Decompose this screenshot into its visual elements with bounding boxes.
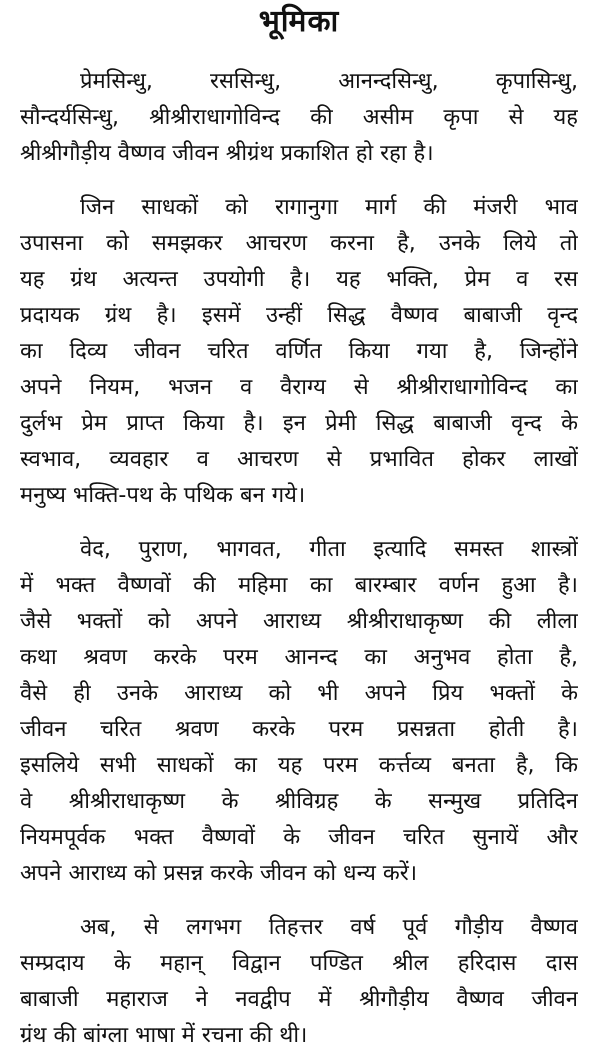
text-line: जिन साधकों को रागानुगा मार्ग की मंजरी भाव	[80, 195, 578, 220]
paragraph	[20, 64, 578, 172]
text-line: अपने नियम, भजन व वैराग्य से श्रीश्रीराधागोविन्द का	[20, 375, 578, 400]
text-line: श्रीश्रीगौड़ीय वैष्णव जीवन श्रीग्रंथ प्रकाशित हो रहा है।	[20, 141, 434, 166]
text-line: इसलिये सभी साधकों का यह परम कर्त्तव्य बनता है, कि	[20, 753, 578, 778]
paragraph	[20, 532, 578, 892]
text-line: जीवन चरित श्रवण करके परम प्रसन्नता होती है।	[20, 717, 578, 742]
text-line: वैसे ही उनके आराध्य को भी अपने प्रिय भक्तों के	[20, 681, 578, 706]
text-line: सौन्दर्यसिन्धु, श्रीश्रीराधागोविन्द की असीम कृपा से यह	[20, 105, 578, 130]
text-line: वेद, पुराण, भागवत, गीता इत्यादि समस्त शास्त्रों	[80, 537, 578, 562]
text-line: नियमपूर्वक भक्त वैष्णवों के जीवन चरित सुनायें और	[20, 825, 578, 850]
paragraph	[20, 910, 578, 1054]
paragraph	[20, 190, 578, 514]
body-text	[20, 64, 578, 1054]
text-line: का दिव्य जीवन चरित वर्णित किया गया है, जिन्होंने	[20, 339, 578, 364]
text-line: बाबाजी महाराज ने नवद्वीप में श्रीगौड़ीय वैष्णव जीवन	[20, 987, 578, 1012]
text-line: दुर्लभ प्रेम प्राप्त किया है। इन प्रेमी सिद्ध बाबाजी वृन्द के	[20, 411, 578, 436]
text-line: कथा श्रवण करके परम आनन्द का अनुभव होता है,	[20, 645, 578, 670]
text-line: वे श्रीश्रीराधाकृष्ण के श्रीविग्रह के सन्मुख प्रतिदिन	[20, 789, 578, 814]
text-line: स्वभाव, व्यवहार व आचरण से प्रभावित होकर लाखों	[20, 447, 578, 472]
page-title: भूमिका	[258, 4, 340, 39]
text-line: उपासना को समझकर आचरण करना है, उनके लिये तो	[20, 231, 578, 256]
text-line: अपने आराध्य को प्रसन्न करके जीवन को धन्य करें।	[20, 861, 418, 886]
text-line: मनुष्य भक्ति-पथ के पथिक बन गये।	[20, 483, 306, 508]
text-line: प्रदायक ग्रंथ है। इसमें उन्हीं सिद्ध वैष्णव बाबाजी वृन्द	[20, 303, 578, 328]
text-line: ग्रंथ की बांग्ला भाषा में रचना की थी।	[20, 1023, 308, 1048]
text-line: जैसे भक्तों को अपने आराध्य श्रीश्रीराधाकृष्ण की लीला	[20, 609, 578, 634]
text-line: अब, से लगभग तिहत्तर वर्ष पूर्व गौड़ीय वैष्णव	[80, 915, 578, 940]
text-line: सम्प्रदाय के महान् विद्वान पण्डित श्रील हरिदास दास	[20, 951, 578, 976]
text-line: में भक्त वैष्णवों की महिमा का बारम्बार वर्णन हुआ है।	[20, 573, 578, 598]
text-line: प्रेमसिन्धु, रससिन्धु, आनन्दसिन्धु, कृपासिन्धु,	[80, 69, 578, 94]
text-line: यह ग्रंथ अत्यन्त उपयोगी है। यह भक्ति, प्रेम व रस	[20, 267, 578, 292]
